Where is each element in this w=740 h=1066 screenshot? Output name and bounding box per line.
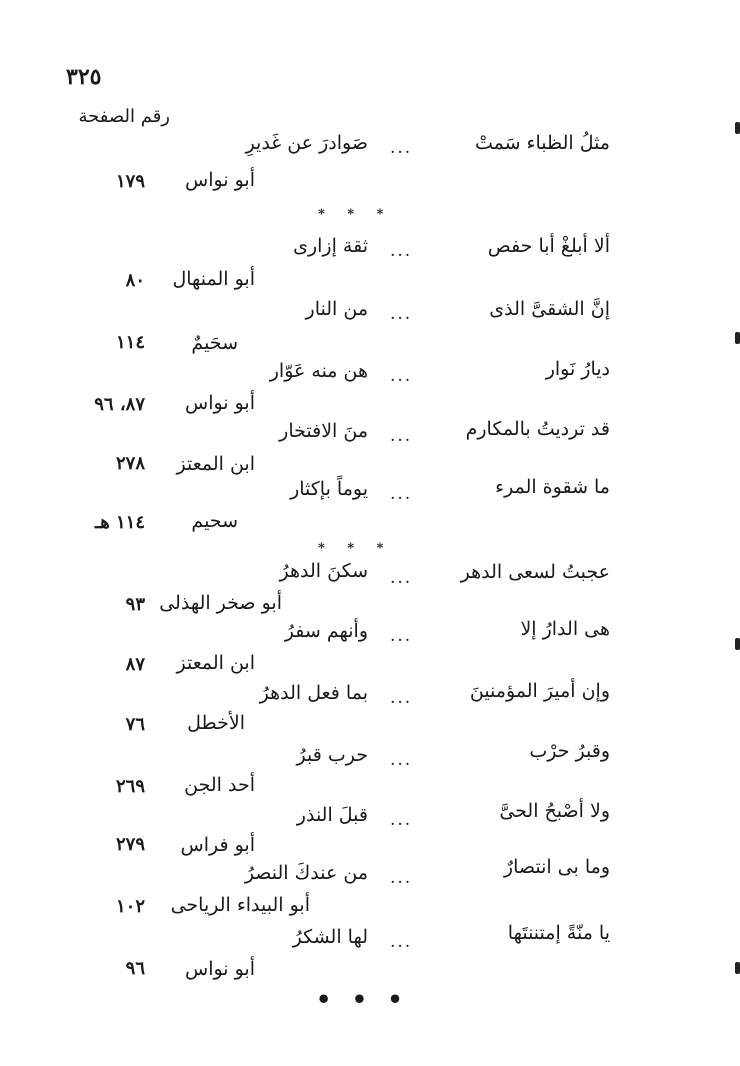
poet-name: أبو نواس bbox=[185, 958, 255, 980]
ellipsis: ... bbox=[390, 810, 413, 830]
ellipsis: ... bbox=[390, 304, 413, 324]
poet-name: أبو البيداء الرياحى bbox=[170, 894, 310, 916]
section-separator: * * * bbox=[318, 207, 393, 222]
page-reference: ٢٧٨ bbox=[115, 453, 145, 474]
second-hemistich: صَوادرَ عن غَديرِ bbox=[245, 132, 368, 154]
second-hemistich: ثقة إزارى bbox=[293, 235, 368, 257]
page-number: ٣٢٥ bbox=[66, 64, 102, 90]
first-hemistich: ألا أبلغْ أبا حفص bbox=[487, 235, 610, 257]
second-hemistich: لها الشكرُ bbox=[292, 926, 368, 948]
scan-edge-mark bbox=[735, 332, 740, 344]
scan-edge-mark bbox=[735, 962, 740, 974]
poet-name: سحيم bbox=[191, 510, 238, 532]
second-hemistich: هن منه عَوّار bbox=[269, 360, 368, 382]
first-hemistich: قد ترديتُ بالمكارم bbox=[465, 418, 610, 440]
page-reference: ٩٣ bbox=[125, 594, 145, 615]
page-reference: ٧٦ bbox=[125, 714, 145, 735]
ellipsis: ... bbox=[390, 426, 413, 446]
page-reference: ١١٤ هـ bbox=[94, 512, 145, 533]
poet-name: أحد الجن bbox=[184, 774, 255, 796]
end-ornament: • • • bbox=[316, 985, 409, 1014]
ellipsis: ... bbox=[390, 484, 413, 504]
first-hemistich: إنَّ الشقىَّ الذى bbox=[489, 298, 610, 320]
poet-name: أبو نواس bbox=[185, 392, 255, 414]
ellipsis: ... bbox=[390, 868, 413, 888]
scan-edge-mark bbox=[735, 122, 740, 134]
first-hemistich: وقبرُ حرْب bbox=[529, 740, 610, 762]
poet-name: ابن المعتز bbox=[176, 453, 255, 475]
first-hemistich: ولا أصْبحُ الحىَّ bbox=[499, 800, 610, 822]
page-reference: ١١٤ bbox=[115, 332, 145, 353]
first-hemistich: هى الدارُ إلا bbox=[520, 618, 610, 640]
second-hemistich: من النار bbox=[305, 298, 368, 320]
ellipsis: ... bbox=[390, 568, 413, 588]
scan-edge-mark bbox=[735, 638, 740, 650]
first-hemistich: ديارُ نَوار bbox=[545, 358, 610, 380]
page-reference: ٢٧٩ bbox=[115, 834, 145, 855]
poet-name: أبو فراس bbox=[180, 834, 255, 856]
page-column-header: رقم الصفحة bbox=[78, 106, 170, 127]
poet-name: سحَيمٌ bbox=[191, 332, 238, 354]
second-hemistich: قبلَ النذر bbox=[296, 804, 368, 826]
page-reference: ١٠٢ bbox=[115, 896, 145, 917]
second-hemistich: وأنهم سفرُ bbox=[284, 620, 368, 642]
ellipsis: ... bbox=[390, 138, 413, 158]
second-hemistich: سكنَ الدهرُ bbox=[279, 560, 368, 582]
poet-name: أبو المنهال bbox=[172, 268, 255, 290]
first-hemistich: يا منّةً إمتننتَها bbox=[507, 922, 610, 944]
poet-name: ابن المعتز bbox=[176, 652, 255, 674]
first-hemistich: مثلُ الظباء سَمتْ bbox=[474, 132, 610, 154]
page-reference: ٨٧، ٩٦ bbox=[94, 394, 145, 415]
ellipsis: ... bbox=[390, 626, 413, 646]
first-hemistich: ما شقوة المرء bbox=[495, 476, 610, 498]
second-hemistich: بما فعل الدهرُ bbox=[259, 682, 368, 704]
section-separator: * * * bbox=[318, 541, 393, 556]
second-hemistich: يوماً بإكثار bbox=[290, 478, 368, 500]
second-hemistich: منَ الافتخار bbox=[279, 420, 368, 442]
page-reference: ٨٧ bbox=[125, 654, 145, 675]
poet-name: أبو صخر الهذلى bbox=[159, 592, 282, 614]
ellipsis: ... bbox=[390, 688, 413, 708]
poet-name: الأخطل bbox=[187, 712, 245, 734]
page-reference: ٨٠ bbox=[125, 270, 145, 291]
first-hemistich: عجبتُ لسعى الدهر bbox=[460, 561, 610, 583]
first-hemistich: وما بى انتصارٌ bbox=[503, 856, 610, 878]
poet-name: أبو نواس bbox=[185, 169, 255, 191]
ellipsis: ... bbox=[390, 241, 413, 261]
page-reference: ٢٦٩ bbox=[115, 776, 145, 797]
ellipsis: ... bbox=[390, 932, 413, 952]
ellipsis: ... bbox=[390, 750, 413, 770]
page-reference: ٩٦ bbox=[125, 958, 145, 979]
ellipsis: ... bbox=[390, 366, 413, 386]
page-reference: ١٧٩ bbox=[115, 171, 145, 192]
second-hemistich: حرب قبرُ bbox=[296, 744, 368, 766]
first-hemistich: وإن أميرَ المؤمنينَ bbox=[469, 680, 610, 702]
second-hemistich: من عندكَ النصرُ bbox=[244, 862, 368, 884]
